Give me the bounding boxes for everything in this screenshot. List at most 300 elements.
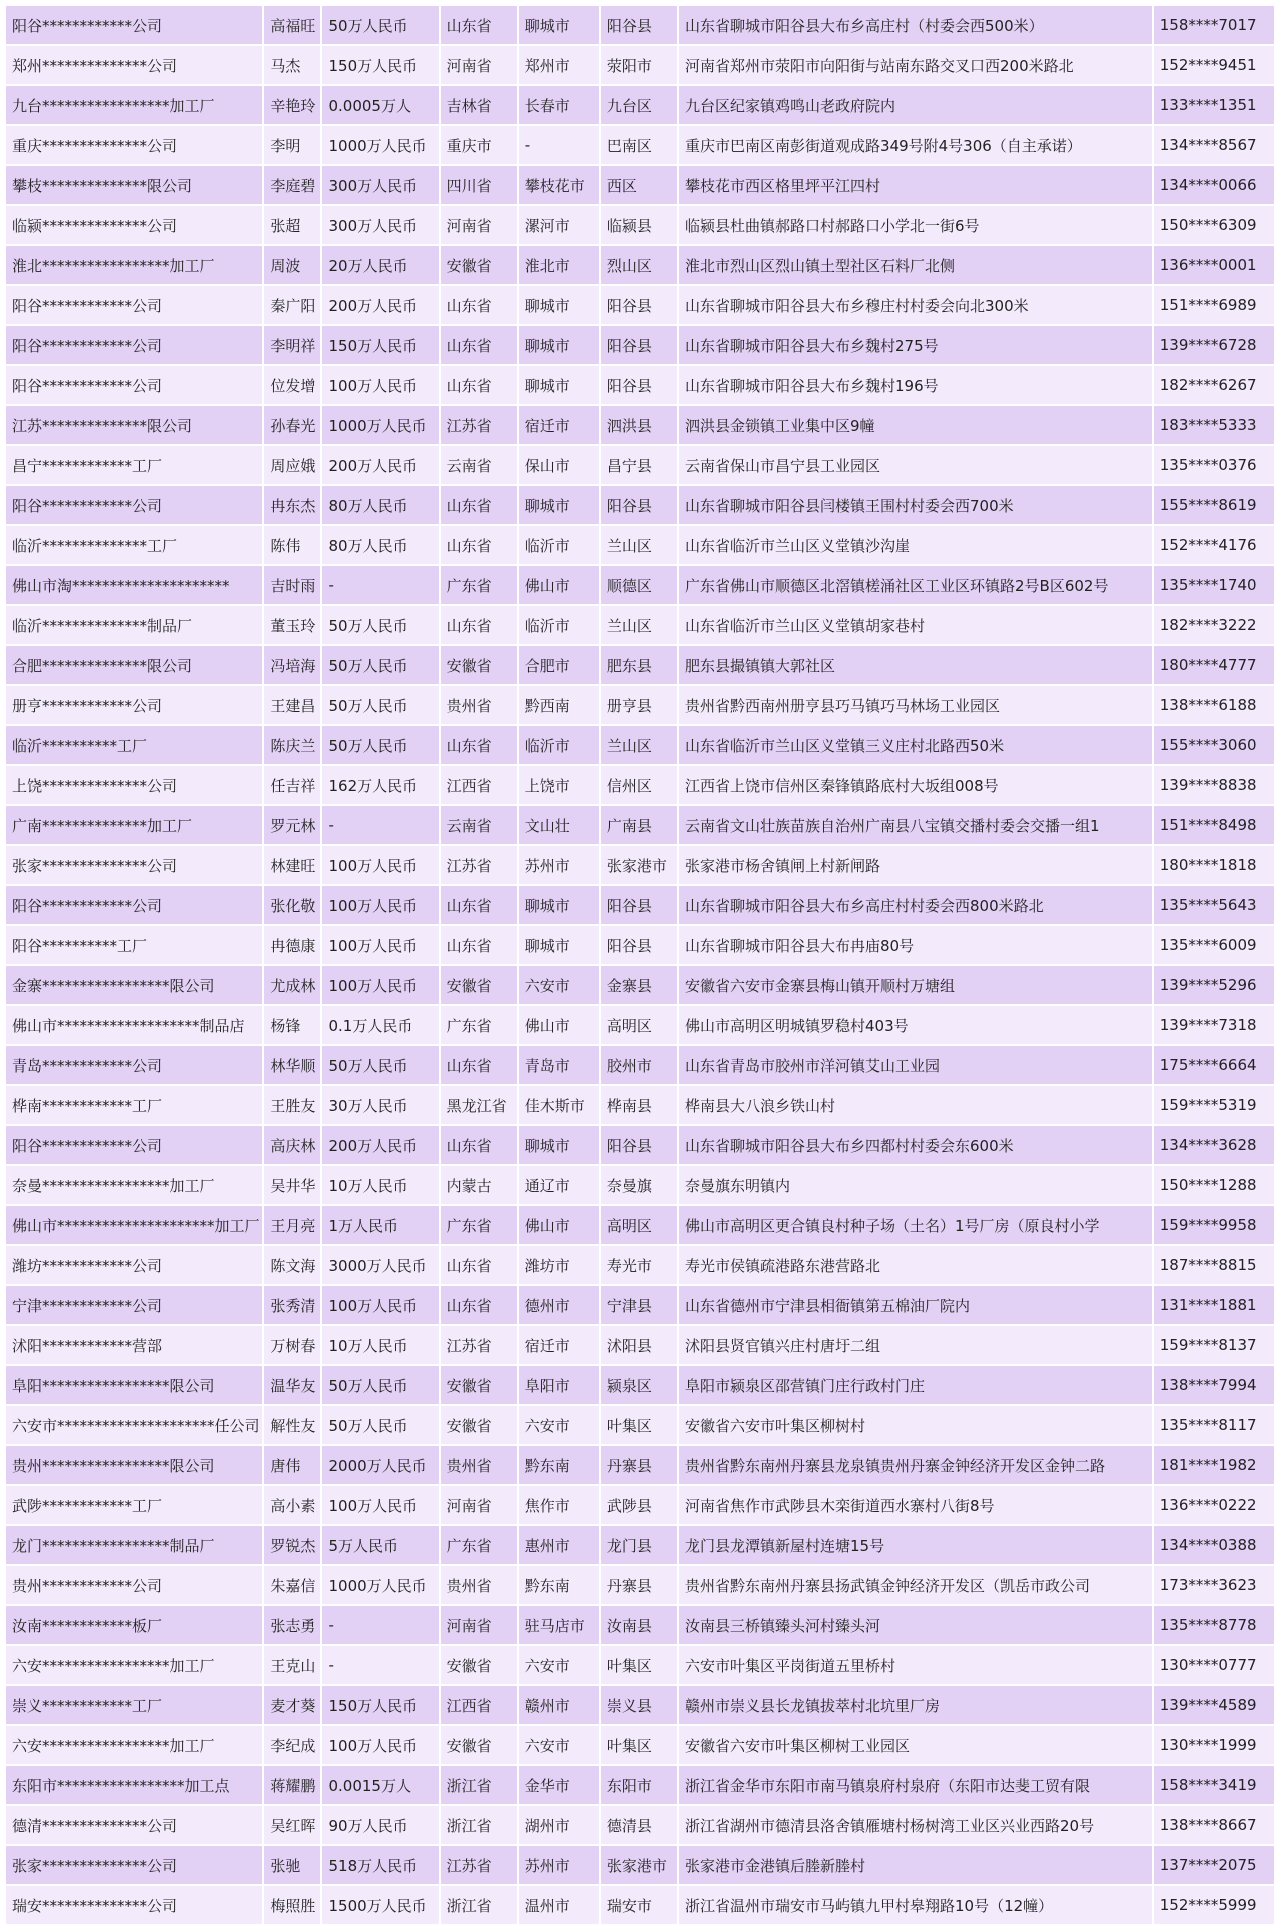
table-row bbox=[6, 166, 1274, 204]
cell-address: 淮北市烈山区烈山镇土型社区石料厂北侧 bbox=[679, 246, 1152, 284]
cell-company-name: 阳谷************公司 bbox=[6, 886, 262, 924]
cell-phone: 137****2075 bbox=[1154, 1846, 1274, 1884]
cell-registered-capital: 1000万人民币 bbox=[322, 126, 438, 164]
cell-company-name: 阜阳*****************限公司 bbox=[6, 1366, 262, 1404]
cell-phone: 138****6188 bbox=[1154, 686, 1274, 724]
cell-company-name: 临沂**************工厂 bbox=[6, 526, 262, 564]
cell-province: 四川省 bbox=[441, 166, 517, 204]
cell-province: 江西省 bbox=[441, 1686, 517, 1724]
cell-registered-capital: 100万人民币 bbox=[322, 1286, 438, 1324]
cell-province: 山东省 bbox=[441, 1046, 517, 1084]
cell-registered-capital: 100万人民币 bbox=[322, 966, 438, 1004]
cell-registered-capital: 80万人民币 bbox=[322, 526, 438, 564]
cell-province: 山东省 bbox=[441, 1126, 517, 1164]
cell-district: 张家港市 bbox=[601, 846, 677, 884]
cell-company-name: 龙门*****************制品厂 bbox=[6, 1526, 262, 1564]
cell-address: 山东省临沂市兰山区义堂镇胡家巷村 bbox=[679, 606, 1152, 644]
cell-company-name: 临沂**************制品厂 bbox=[6, 606, 262, 644]
cell-city: 驻马店市 bbox=[519, 1606, 599, 1644]
cell-address: 山东省临沂市兰山区义堂镇三义庄村北路西50米 bbox=[679, 726, 1152, 764]
cell-legal-person: 周波 bbox=[264, 246, 320, 284]
cell-registered-capital: 30万人民币 bbox=[322, 1086, 438, 1124]
cell-province: 山东省 bbox=[441, 726, 517, 764]
cell-province: 山东省 bbox=[441, 486, 517, 524]
cell-phone: 150****1288 bbox=[1154, 1166, 1274, 1204]
cell-address: 山东省临沂市兰山区义堂镇沙沟崖 bbox=[679, 526, 1152, 564]
cell-phone: 139****4589 bbox=[1154, 1686, 1274, 1724]
cell-address: 安徽省六安市金寨县梅山镇开顺村万塘组 bbox=[679, 966, 1152, 1004]
cell-company-name: 潍坊************公司 bbox=[6, 1246, 262, 1284]
cell-legal-person: 李庭碧 bbox=[264, 166, 320, 204]
cell-district: 兰山区 bbox=[601, 606, 677, 644]
table-row bbox=[6, 1726, 1274, 1764]
cell-registered-capital: 0.0015万人 bbox=[322, 1766, 438, 1804]
cell-company-name: 青岛************公司 bbox=[6, 1046, 262, 1084]
cell-company-name: 临沂**********工厂 bbox=[6, 726, 262, 764]
cell-province: 山东省 bbox=[441, 526, 517, 564]
cell-registered-capital: 0.0005万人 bbox=[322, 86, 438, 124]
cell-district: 阳谷县 bbox=[601, 6, 677, 44]
cell-district: 九台区 bbox=[601, 86, 677, 124]
table-row bbox=[6, 966, 1274, 1004]
cell-phone: 139****8838 bbox=[1154, 766, 1274, 804]
table-row bbox=[6, 1806, 1274, 1844]
cell-legal-person: 董玉玲 bbox=[264, 606, 320, 644]
cell-legal-person: 蒋耀鹏 bbox=[264, 1766, 320, 1804]
cell-address: 河南省郑州市荥阳市向阳街与站南东路交叉口西200米路北 bbox=[679, 46, 1152, 84]
table-row bbox=[6, 1846, 1274, 1884]
cell-legal-person: 张秀清 bbox=[264, 1286, 320, 1324]
table-row bbox=[6, 766, 1274, 804]
cell-company-name: 六安市*********************任公司 bbox=[6, 1406, 262, 1444]
cell-legal-person: 尤成林 bbox=[264, 966, 320, 1004]
cell-legal-person: 吴井华 bbox=[264, 1166, 320, 1204]
cell-legal-person: 杨锋 bbox=[264, 1006, 320, 1044]
cell-phone: 180****1818 bbox=[1154, 846, 1274, 884]
cell-city: 六安市 bbox=[519, 1406, 599, 1444]
cell-company-name: 阳谷************公司 bbox=[6, 326, 262, 364]
cell-province: 山东省 bbox=[441, 286, 517, 324]
cell-province: 安徽省 bbox=[441, 1726, 517, 1764]
cell-company-name: 佛山市*******************制品店 bbox=[6, 1006, 262, 1044]
cell-address: 攀枝花市西区格里坪平江四村 bbox=[679, 166, 1152, 204]
cell-phone: 135****8778 bbox=[1154, 1606, 1274, 1644]
table-row bbox=[6, 686, 1274, 724]
cell-city: 惠州市 bbox=[519, 1526, 599, 1564]
cell-legal-person: 高庆林 bbox=[264, 1126, 320, 1164]
cell-city: 长春市 bbox=[519, 86, 599, 124]
cell-address: 沭阳县贤官镇兴庄村唐圩二组 bbox=[679, 1326, 1152, 1364]
cell-registered-capital: 50万人民币 bbox=[322, 726, 438, 764]
cell-phone: 139****6728 bbox=[1154, 326, 1274, 364]
cell-province: 安徽省 bbox=[441, 1366, 517, 1404]
cell-registered-capital: 150万人民币 bbox=[322, 1686, 438, 1724]
cell-address: 九台区纪家镇鸡鸣山老政府院内 bbox=[679, 86, 1152, 124]
cell-city: 焦作市 bbox=[519, 1486, 599, 1524]
cell-company-name: 阳谷************公司 bbox=[6, 6, 262, 44]
cell-province: 云南省 bbox=[441, 446, 517, 484]
cell-registered-capital: 200万人民币 bbox=[322, 286, 438, 324]
cell-phone: 135****8117 bbox=[1154, 1406, 1274, 1444]
cell-legal-person: 冉德康 bbox=[264, 926, 320, 964]
table-row bbox=[6, 286, 1274, 324]
cell-city: 宿迁市 bbox=[519, 406, 599, 444]
cell-legal-person: 万树春 bbox=[264, 1326, 320, 1364]
cell-city: 宿迁市 bbox=[519, 1326, 599, 1364]
cell-company-name: 阳谷************公司 bbox=[6, 286, 262, 324]
cell-company-name: 佛山市*********************加工厂 bbox=[6, 1206, 262, 1244]
cell-address: 浙江省湖州市德清县洛舍镇雁塘村杨树湾工业区兴业西路20号 bbox=[679, 1806, 1152, 1844]
cell-city: 金华市 bbox=[519, 1766, 599, 1804]
cell-district: 金寨县 bbox=[601, 966, 677, 1004]
cell-province: 山东省 bbox=[441, 1246, 517, 1284]
cell-province: 安徽省 bbox=[441, 646, 517, 684]
cell-address: 山东省聊城市阳谷县大布乡魏村275号 bbox=[679, 326, 1152, 364]
cell-city: 温州市 bbox=[519, 1886, 599, 1924]
cell-registered-capital: 100万人民币 bbox=[322, 1486, 438, 1524]
cell-district: 顺德区 bbox=[601, 566, 677, 604]
cell-phone: 181****1982 bbox=[1154, 1446, 1274, 1484]
cell-registered-capital: 1000万人民币 bbox=[322, 406, 438, 444]
cell-company-name: 佛山市淘********************* bbox=[6, 566, 262, 604]
cell-district: 东阳市 bbox=[601, 1766, 677, 1804]
cell-address: 江西省上饶市信州区秦锋镇路底村大坂组008号 bbox=[679, 766, 1152, 804]
cell-address: 云南省保山市昌宁县工业园区 bbox=[679, 446, 1152, 484]
cell-legal-person: 李明 bbox=[264, 126, 320, 164]
cell-company-name: 九台*****************加工厂 bbox=[6, 86, 262, 124]
table-row bbox=[6, 606, 1274, 644]
cell-company-name: 攀枝**************限公司 bbox=[6, 166, 262, 204]
cell-province: 河南省 bbox=[441, 46, 517, 84]
cell-district: 颍泉区 bbox=[601, 1366, 677, 1404]
cell-registered-capital: 100万人民币 bbox=[322, 846, 438, 884]
cell-city: 黔东南 bbox=[519, 1446, 599, 1484]
cell-company-name: 东阳市*****************加工点 bbox=[6, 1766, 262, 1804]
table-row bbox=[6, 1406, 1274, 1444]
cell-city: 德州市 bbox=[519, 1286, 599, 1324]
cell-legal-person: 温华友 bbox=[264, 1366, 320, 1404]
cell-province: 山东省 bbox=[441, 6, 517, 44]
table-row bbox=[6, 1086, 1274, 1124]
cell-registered-capital: - bbox=[322, 566, 438, 604]
cell-city: 苏州市 bbox=[519, 1846, 599, 1884]
cell-city: 临沂市 bbox=[519, 726, 599, 764]
cell-legal-person: 位发增 bbox=[264, 366, 320, 404]
cell-city: - bbox=[519, 126, 599, 164]
cell-registered-capital: 80万人民币 bbox=[322, 486, 438, 524]
cell-legal-person: 马杰 bbox=[264, 46, 320, 84]
cell-registered-capital: 50万人民币 bbox=[322, 646, 438, 684]
cell-company-name: 宁津************公司 bbox=[6, 1286, 262, 1324]
cell-legal-person: 麦才葵 bbox=[264, 1686, 320, 1724]
cell-city: 佳木斯市 bbox=[519, 1086, 599, 1124]
table-row bbox=[6, 1366, 1274, 1404]
cell-district: 宁津县 bbox=[601, 1286, 677, 1324]
cell-address: 山东省聊城市阳谷县闫楼镇王围村村委会西700米 bbox=[679, 486, 1152, 524]
cell-phone: 130****0777 bbox=[1154, 1646, 1274, 1684]
cell-address: 佛山市高明区更合镇良村种子场（土名）1号厂房（原良村小学 bbox=[679, 1206, 1152, 1244]
cell-province: 贵州省 bbox=[441, 686, 517, 724]
cell-city: 潍坊市 bbox=[519, 1246, 599, 1284]
cell-district: 德清县 bbox=[601, 1806, 677, 1844]
cell-company-name: 六安*****************加工厂 bbox=[6, 1646, 262, 1684]
cell-registered-capital: 2000万人民币 bbox=[322, 1446, 438, 1484]
table-row bbox=[6, 1886, 1274, 1924]
cell-phone: 187****8815 bbox=[1154, 1246, 1274, 1284]
cell-district: 汝南县 bbox=[601, 1606, 677, 1644]
cell-registered-capital: 300万人民币 bbox=[322, 206, 438, 244]
cell-legal-person: 高福旺 bbox=[264, 6, 320, 44]
cell-legal-person: 吉时雨 bbox=[264, 566, 320, 604]
cell-registered-capital: 518万人民币 bbox=[322, 1846, 438, 1884]
cell-registered-capital: 200万人民币 bbox=[322, 446, 438, 484]
cell-city: 赣州市 bbox=[519, 1686, 599, 1724]
cell-province: 山东省 bbox=[441, 886, 517, 924]
cell-registered-capital: 5万人民币 bbox=[322, 1526, 438, 1564]
table-row bbox=[6, 366, 1274, 404]
cell-city: 聊城市 bbox=[519, 1126, 599, 1164]
cell-registered-capital: 1万人民币 bbox=[322, 1206, 438, 1244]
cell-company-name: 临颍**************公司 bbox=[6, 206, 262, 244]
cell-city: 聊城市 bbox=[519, 886, 599, 924]
cell-district: 桦南县 bbox=[601, 1086, 677, 1124]
cell-legal-person: 张超 bbox=[264, 206, 320, 244]
cell-province: 广东省 bbox=[441, 1526, 517, 1564]
cell-province: 浙江省 bbox=[441, 1886, 517, 1924]
cell-province: 山东省 bbox=[441, 606, 517, 644]
cell-registered-capital: 90万人民币 bbox=[322, 1806, 438, 1844]
cell-company-name: 六安*****************加工厂 bbox=[6, 1726, 262, 1764]
cell-province: 广东省 bbox=[441, 566, 517, 604]
cell-city: 苏州市 bbox=[519, 846, 599, 884]
cell-city: 聊城市 bbox=[519, 326, 599, 364]
cell-registered-capital: 100万人民币 bbox=[322, 1726, 438, 1764]
cell-address: 赣州市崇义县长龙镇拔萃村北坑里厂房 bbox=[679, 1686, 1152, 1724]
cell-district: 胶州市 bbox=[601, 1046, 677, 1084]
cell-legal-person: 冯培海 bbox=[264, 646, 320, 684]
cell-registered-capital: 162万人民币 bbox=[322, 766, 438, 804]
cell-phone: 158****7017 bbox=[1154, 6, 1274, 44]
cell-district: 烈山区 bbox=[601, 246, 677, 284]
cell-phone: 180****4777 bbox=[1154, 646, 1274, 684]
cell-registered-capital: 0.1万人民币 bbox=[322, 1006, 438, 1044]
cell-company-name: 阳谷************公司 bbox=[6, 366, 262, 404]
table-row bbox=[6, 1326, 1274, 1364]
cell-address: 安徽省六安市叶集区柳树村 bbox=[679, 1406, 1152, 1444]
table-row bbox=[6, 1526, 1274, 1564]
cell-city: 黔西南 bbox=[519, 686, 599, 724]
cell-province: 河南省 bbox=[441, 206, 517, 244]
table-row bbox=[6, 566, 1274, 604]
cell-phone: 159****8137 bbox=[1154, 1326, 1274, 1364]
company-table-body bbox=[6, 6, 1274, 1924]
cell-address: 贵州省黔西南州册亨县巧马镇巧马林场工业园区 bbox=[679, 686, 1152, 724]
table-row bbox=[6, 1206, 1274, 1244]
cell-district: 龙门县 bbox=[601, 1526, 677, 1564]
cell-city: 聊城市 bbox=[519, 366, 599, 404]
cell-legal-person: 解性友 bbox=[264, 1406, 320, 1444]
cell-phone: 133****1351 bbox=[1154, 86, 1274, 124]
table-row bbox=[6, 246, 1274, 284]
cell-city: 湖州市 bbox=[519, 1806, 599, 1844]
cell-legal-person: 高小素 bbox=[264, 1486, 320, 1524]
cell-city: 青岛市 bbox=[519, 1046, 599, 1084]
cell-phone: 134****8567 bbox=[1154, 126, 1274, 164]
table-row bbox=[6, 526, 1274, 564]
cell-phone: 135****0376 bbox=[1154, 446, 1274, 484]
cell-address: 重庆市巴南区南彭街道观成路349号附4号306（自主承诺） bbox=[679, 126, 1152, 164]
cell-phone: 135****5643 bbox=[1154, 886, 1274, 924]
cell-legal-person: 罗锐杰 bbox=[264, 1526, 320, 1564]
cell-district: 兰山区 bbox=[601, 726, 677, 764]
cell-district: 广南县 bbox=[601, 806, 677, 844]
table-row bbox=[6, 46, 1274, 84]
cell-company-name: 汝南************板厂 bbox=[6, 1606, 262, 1644]
cell-legal-person: 李明祥 bbox=[264, 326, 320, 364]
cell-city: 合肥市 bbox=[519, 646, 599, 684]
cell-province: 重庆市 bbox=[441, 126, 517, 164]
cell-district: 叶集区 bbox=[601, 1646, 677, 1684]
cell-district: 荥阳市 bbox=[601, 46, 677, 84]
cell-district: 武陟县 bbox=[601, 1486, 677, 1524]
cell-phone: 175****6664 bbox=[1154, 1046, 1274, 1084]
cell-legal-person: 任吉祥 bbox=[264, 766, 320, 804]
cell-address: 汝南县三桥镇臻头河村臻头河 bbox=[679, 1606, 1152, 1644]
cell-phone: 135****1740 bbox=[1154, 566, 1274, 604]
cell-province: 浙江省 bbox=[441, 1806, 517, 1844]
cell-city: 聊城市 bbox=[519, 6, 599, 44]
cell-province: 黑龙江省 bbox=[441, 1086, 517, 1124]
cell-city: 临沂市 bbox=[519, 526, 599, 564]
cell-company-name: 昌宁************工厂 bbox=[6, 446, 262, 484]
cell-legal-person: 唐伟 bbox=[264, 1446, 320, 1484]
cell-city: 临沂市 bbox=[519, 606, 599, 644]
cell-registered-capital: 20万人民币 bbox=[322, 246, 438, 284]
cell-address: 临颍县杜曲镇郝路口村郝路口小学北一街6号 bbox=[679, 206, 1152, 244]
cell-district: 阳谷县 bbox=[601, 286, 677, 324]
cell-address: 河南省焦作市武陟县木栾街道西水寨村八街8号 bbox=[679, 1486, 1152, 1524]
cell-phone: 155****3060 bbox=[1154, 726, 1274, 764]
cell-phone: 136****0222 bbox=[1154, 1486, 1274, 1524]
cell-address: 安徽省六安市叶集区柳树工业园区 bbox=[679, 1726, 1152, 1764]
cell-company-name: 德清**************公司 bbox=[6, 1806, 262, 1844]
cell-address: 云南省文山壮族苗族自治州广南县八宝镇交播村委会交播一组1 bbox=[679, 806, 1152, 844]
cell-district: 丹寨县 bbox=[601, 1446, 677, 1484]
cell-province: 安徽省 bbox=[441, 246, 517, 284]
table-row bbox=[6, 886, 1274, 924]
cell-legal-person: 冉东杰 bbox=[264, 486, 320, 524]
cell-registered-capital: 50万人民币 bbox=[322, 6, 438, 44]
cell-phone: 150****6309 bbox=[1154, 206, 1274, 244]
cell-address: 龙门县龙潭镇新屋村连塘15号 bbox=[679, 1526, 1152, 1564]
cell-registered-capital: - bbox=[322, 1606, 438, 1644]
cell-legal-person: 林华顺 bbox=[264, 1046, 320, 1084]
cell-province: 河南省 bbox=[441, 1606, 517, 1644]
cell-district: 兰山区 bbox=[601, 526, 677, 564]
cell-legal-person: 陈伟 bbox=[264, 526, 320, 564]
cell-province: 江苏省 bbox=[441, 1326, 517, 1364]
cell-legal-person: 罗元林 bbox=[264, 806, 320, 844]
cell-company-name: 阳谷************公司 bbox=[6, 486, 262, 524]
cell-city: 佛山市 bbox=[519, 566, 599, 604]
cell-address: 浙江省金华市东阳市南马镇泉府村泉府（东阳市达斐工贸有限 bbox=[679, 1766, 1152, 1804]
cell-district: 阳谷县 bbox=[601, 1126, 677, 1164]
cell-legal-person: 王月亮 bbox=[264, 1206, 320, 1244]
cell-phone: 134****0066 bbox=[1154, 166, 1274, 204]
cell-legal-person: 辛艳玲 bbox=[264, 86, 320, 124]
cell-address: 广东省佛山市顺德区北滘镇槎涌社区工业区环镇路2号B区602号 bbox=[679, 566, 1152, 604]
cell-phone: 139****5296 bbox=[1154, 966, 1274, 1004]
cell-company-name: 阳谷************公司 bbox=[6, 1126, 262, 1164]
cell-city: 六安市 bbox=[519, 1646, 599, 1684]
cell-company-name: 册亨************公司 bbox=[6, 686, 262, 724]
cell-city: 黔东南 bbox=[519, 1566, 599, 1604]
cell-legal-person: 张化敬 bbox=[264, 886, 320, 924]
cell-registered-capital: 100万人民币 bbox=[322, 926, 438, 964]
cell-address: 泗洪县金锁镇工业集中区9幢 bbox=[679, 406, 1152, 444]
cell-district: 信州区 bbox=[601, 766, 677, 804]
table-row bbox=[6, 726, 1274, 764]
cell-district: 奈曼旗 bbox=[601, 1166, 677, 1204]
cell-district: 西区 bbox=[601, 166, 677, 204]
cell-district: 崇义县 bbox=[601, 1686, 677, 1724]
cell-phone: 152****9451 bbox=[1154, 46, 1274, 84]
table-row bbox=[6, 1126, 1274, 1164]
cell-city: 聊城市 bbox=[519, 486, 599, 524]
cell-phone: 131****1881 bbox=[1154, 1286, 1274, 1324]
cell-legal-person: 王建昌 bbox=[264, 686, 320, 724]
table-row bbox=[6, 1246, 1274, 1284]
cell-phone: 173****3623 bbox=[1154, 1566, 1274, 1604]
cell-district: 泗洪县 bbox=[601, 406, 677, 444]
cell-phone: 182****6267 bbox=[1154, 366, 1274, 404]
cell-company-name: 武陟************工厂 bbox=[6, 1486, 262, 1524]
cell-phone: 134****3628 bbox=[1154, 1126, 1274, 1164]
cell-district: 阳谷县 bbox=[601, 326, 677, 364]
cell-district: 阳谷县 bbox=[601, 926, 677, 964]
cell-company-name: 重庆**************公司 bbox=[6, 126, 262, 164]
cell-phone: 135****6009 bbox=[1154, 926, 1274, 964]
cell-province: 贵州省 bbox=[441, 1566, 517, 1604]
cell-address: 山东省聊城市阳谷县大布乡魏村196号 bbox=[679, 366, 1152, 404]
cell-phone: 139****7318 bbox=[1154, 1006, 1274, 1044]
cell-registered-capital: 50万人民币 bbox=[322, 1046, 438, 1084]
cell-district: 寿光市 bbox=[601, 1246, 677, 1284]
cell-province: 安徽省 bbox=[441, 1406, 517, 1444]
cell-legal-person: 朱嘉信 bbox=[264, 1566, 320, 1604]
cell-district: 临颍县 bbox=[601, 206, 677, 244]
cell-registered-capital: 50万人民币 bbox=[322, 606, 438, 644]
table-row bbox=[6, 1166, 1274, 1204]
cell-address: 桦南县大八浪乡铁山村 bbox=[679, 1086, 1152, 1124]
cell-registered-capital: 100万人民币 bbox=[322, 886, 438, 924]
cell-province: 山东省 bbox=[441, 326, 517, 364]
cell-district: 叶集区 bbox=[601, 1406, 677, 1444]
cell-company-name: 瑞安**************公司 bbox=[6, 1886, 262, 1924]
cell-registered-capital: 10万人民币 bbox=[322, 1166, 438, 1204]
cell-phone: 159****5319 bbox=[1154, 1086, 1274, 1124]
cell-legal-person: 周应娥 bbox=[264, 446, 320, 484]
table-row bbox=[6, 1766, 1274, 1804]
cell-legal-person: 陈庆兰 bbox=[264, 726, 320, 764]
company-table bbox=[4, 4, 1276, 1926]
cell-company-name: 奈曼*****************加工厂 bbox=[6, 1166, 262, 1204]
cell-city: 保山市 bbox=[519, 446, 599, 484]
cell-address: 奈曼旗东明镇内 bbox=[679, 1166, 1152, 1204]
cell-registered-capital: - bbox=[322, 1646, 438, 1684]
cell-province: 江苏省 bbox=[441, 406, 517, 444]
cell-address: 贵州省黔东南州丹寨县扬武镇金钟经济开发区（凯岳市政公司 bbox=[679, 1566, 1152, 1604]
